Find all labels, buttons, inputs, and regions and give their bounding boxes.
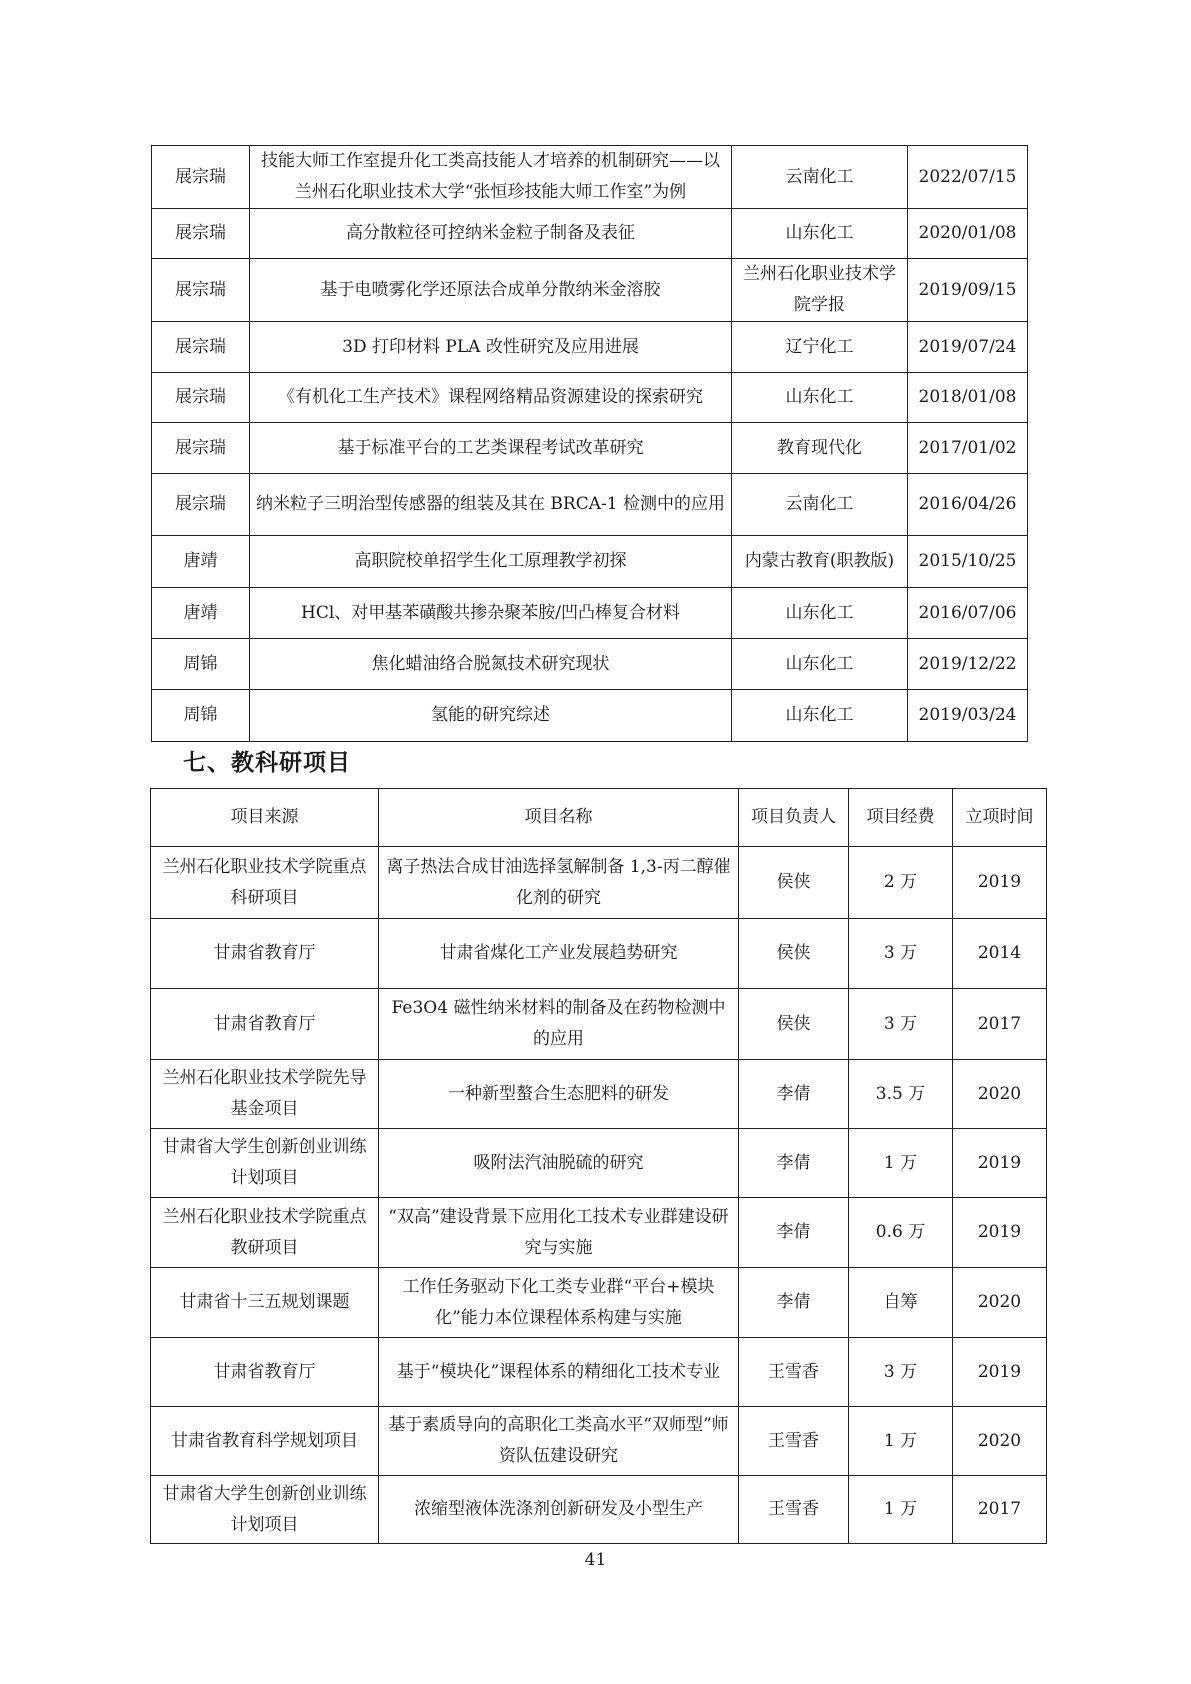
- project-name: 基于“模块化”课程体系的精细化工技术专业: [379, 1338, 739, 1407]
- paper-author: 展宗瑞: [152, 259, 250, 322]
- paper-date: 2015/10/25: [908, 536, 1028, 588]
- paper-author: 周锦: [152, 639, 250, 690]
- paper-date: 2019/03/24: [908, 690, 1028, 742]
- page-number: 41: [584, 1550, 607, 1570]
- paper-journal: 山东化工: [732, 209, 908, 259]
- table-row: [151, 1129, 1047, 1198]
- table-row: [152, 639, 1028, 690]
- project-leader: 侯侠: [739, 919, 849, 989]
- project-year: 2017: [953, 989, 1047, 1060]
- project-funding: 2 万: [849, 847, 953, 919]
- projects-table-body: [151, 847, 1047, 1544]
- paper-journal: 山东化工: [732, 639, 908, 690]
- header-year: 立项时间: [953, 789, 1047, 847]
- project-leader: 王雪香: [739, 1476, 849, 1544]
- table-row: [152, 209, 1028, 259]
- table-row: [152, 474, 1028, 536]
- project-name: 基于素质导向的高职化工类高水平“双师型”师资队伍建设研究: [379, 1407, 739, 1476]
- table-row: [152, 259, 1028, 322]
- project-name: Fe3O4 磁性纳米材料的制备及在药物检测中的应用: [379, 989, 739, 1060]
- paper-journal: 内蒙古教育(职教版): [732, 536, 908, 588]
- project-funding: 自筹: [849, 1268, 953, 1338]
- paper-journal: 辽宁化工: [732, 322, 908, 373]
- project-leader: 王雪香: [739, 1338, 849, 1407]
- paper-author: 展宗瑞: [152, 322, 250, 373]
- project-funding: 3 万: [849, 989, 953, 1060]
- project-leader: 侯侠: [739, 847, 849, 919]
- project-leader: 李倩: [739, 1198, 849, 1268]
- project-leader: 李倩: [739, 1060, 849, 1129]
- table-row: [151, 919, 1047, 989]
- paper-title: HCl、对甲基苯磺酸共掺杂聚苯胺/凹凸棒复合材料: [250, 588, 732, 639]
- table-row: [151, 989, 1047, 1060]
- project-leader: 侯侠: [739, 989, 849, 1060]
- project-source: 兰州石化职业技术学院重点科研项目: [151, 847, 379, 919]
- paper-date: 2016/07/06: [908, 588, 1028, 639]
- project-source: 甘肃省教育科学规划项目: [151, 1407, 379, 1476]
- paper-date: 2017/01/02: [908, 423, 1028, 474]
- project-source: 甘肃省教育厅: [151, 1338, 379, 1407]
- paper-journal: 云南化工: [732, 146, 908, 209]
- project-funding: 1 万: [849, 1407, 953, 1476]
- paper-author: 展宗瑞: [152, 474, 250, 536]
- paper-title: 氢能的研究综述: [250, 690, 732, 742]
- table-row: [152, 588, 1028, 639]
- paper-journal: 山东化工: [732, 588, 908, 639]
- paper-journal: 兰州石化职业技术学院学报: [732, 259, 908, 322]
- paper-author: 展宗瑞: [152, 209, 250, 259]
- paper-title: 高职院校单招学生化工原理教学初探: [250, 536, 732, 588]
- project-year: 2020: [953, 1060, 1047, 1129]
- project-leader: 李倩: [739, 1268, 849, 1338]
- project-year: 2019: [953, 847, 1047, 919]
- paper-author: 唐靖: [152, 536, 250, 588]
- table-row: [152, 690, 1028, 742]
- paper-author: 展宗瑞: [152, 146, 250, 209]
- project-source: 甘肃省大学生创新创业训练计划项目: [151, 1129, 379, 1198]
- project-leader: 王雪香: [739, 1407, 849, 1476]
- project-funding: 1 万: [849, 1476, 953, 1544]
- table-row: [152, 322, 1028, 373]
- paper-author: 展宗瑞: [152, 373, 250, 423]
- table-row: [151, 1198, 1047, 1268]
- table-row: [151, 847, 1047, 919]
- paper-title: 3D 打印材料 PLA 改性研究及应用进展: [250, 322, 732, 373]
- paper-journal: 山东化工: [732, 690, 908, 742]
- project-funding: 1 万: [849, 1129, 953, 1198]
- paper-author: 展宗瑞: [152, 423, 250, 474]
- table-row: [151, 1060, 1047, 1129]
- project-year: 2020: [953, 1268, 1047, 1338]
- paper-date: 2019/09/15: [908, 259, 1028, 322]
- paper-title: 纳米粒子三明治型传感器的组装及其在 BRCA-1 检测中的应用: [250, 474, 732, 536]
- table-row: [152, 423, 1028, 474]
- table-row: [151, 1268, 1047, 1338]
- paper-author: 唐靖: [152, 588, 250, 639]
- paper-journal: 教育现代化: [732, 423, 908, 474]
- project-year: 2020: [953, 1407, 1047, 1476]
- paper-title: 基于标准平台的工艺类课程考试改革研究: [250, 423, 732, 474]
- project-source: 甘肃省十三五规划课题: [151, 1268, 379, 1338]
- paper-title: 技能大师工作室提升化工类高技能人才培养的机制研究——以兰州石化职业技术大学“张恒珍技能大师工作室”为例: [250, 146, 732, 209]
- header-leader: 项目负责人: [739, 789, 849, 847]
- project-name: 工作任务驱动下化工类专业群“平台+模块化”能力本位课程体系构建与实施: [379, 1268, 739, 1338]
- project-source: 甘肃省教育厅: [151, 919, 379, 989]
- project-source: 兰州石化职业技术学院重点教研项目: [151, 1198, 379, 1268]
- table-row: [152, 146, 1028, 209]
- paper-date: 2022/07/15: [908, 146, 1028, 209]
- project-source: 兰州石化职业技术学院先导基金项目: [151, 1060, 379, 1129]
- table-row: [151, 1407, 1047, 1476]
- papers-table: [151, 145, 1028, 742]
- paper-date: 2016/04/26: [908, 474, 1028, 536]
- project-name: 吸附法汽油脱硫的研究: [379, 1129, 739, 1198]
- header-row: [151, 789, 1047, 847]
- header-name: 项目名称: [379, 789, 739, 847]
- project-name: 离子热法合成甘油选择氢解制备 1,3-丙二醇催化剂的研究: [379, 847, 739, 919]
- paper-date: 2019/12/22: [908, 639, 1028, 690]
- paper-date: 2019/07/24: [908, 322, 1028, 373]
- project-source: 甘肃省教育厅: [151, 989, 379, 1060]
- paper-title: 高分散粒径可控纳米金粒子制备及表征: [250, 209, 732, 259]
- project-name: 甘肃省煤化工产业发展趋势研究: [379, 919, 739, 989]
- project-name: 浓缩型液体洗涤剂创新研发及小型生产: [379, 1476, 739, 1544]
- table-row: [151, 1476, 1047, 1544]
- project-name: 一种新型螯合生态肥料的研发: [379, 1060, 739, 1129]
- paper-date: 2020/01/08: [908, 209, 1028, 259]
- project-year: 2019: [953, 1129, 1047, 1198]
- section-heading: 七、教科研项目: [183, 750, 351, 776]
- paper-title: 焦化蜡油络合脱氮技术研究现状: [250, 639, 732, 690]
- paper-journal: 山东化工: [732, 373, 908, 423]
- project-funding: 3.5 万: [849, 1060, 953, 1129]
- table-row: [152, 536, 1028, 588]
- paper-date: 2018/01/08: [908, 373, 1028, 423]
- project-year: 2019: [953, 1198, 1047, 1268]
- projects-table: [150, 788, 1047, 1544]
- project-source: 甘肃省大学生创新创业训练计划项目: [151, 1476, 379, 1544]
- project-leader: 李倩: [739, 1129, 849, 1198]
- header-source: 项目来源: [151, 789, 379, 847]
- header-funding: 项目经费: [849, 789, 953, 847]
- project-funding: 3 万: [849, 919, 953, 989]
- projects-table-header: [151, 789, 1047, 847]
- paper-author: 周锦: [152, 690, 250, 742]
- paper-title: 《有机化工生产技术》课程网络精品资源建设的探索研究: [250, 373, 732, 423]
- project-name: “双高”建设背景下应用化工技术专业群建设研究与实施: [379, 1198, 739, 1268]
- paper-title: 基于电喷雾化学还原法合成单分散纳米金溶胶: [250, 259, 732, 322]
- table-row: [151, 1338, 1047, 1407]
- papers-table-body: [152, 146, 1028, 742]
- project-year: 2019: [953, 1338, 1047, 1407]
- paper-journal: 云南化工: [732, 474, 908, 536]
- table-row: [152, 373, 1028, 423]
- project-funding: 0.6 万: [849, 1198, 953, 1268]
- project-year: 2014: [953, 919, 1047, 989]
- project-year: 2017: [953, 1476, 1047, 1544]
- project-funding: 3 万: [849, 1338, 953, 1407]
